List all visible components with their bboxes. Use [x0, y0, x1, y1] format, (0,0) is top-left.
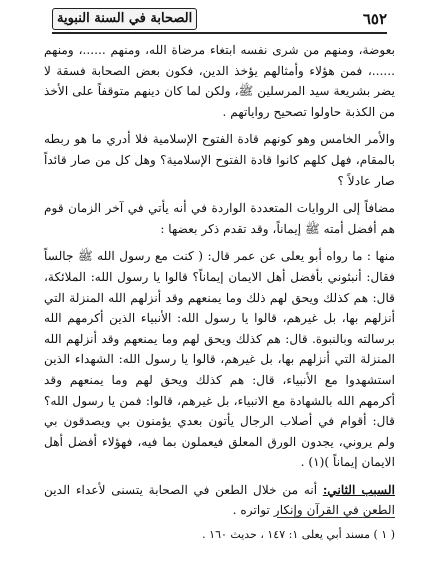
reason-heading: السبب الثاني:	[322, 482, 395, 497]
paragraph-2: والأمر الخامس وهو كونهم قادة الفتوح الإسلامية فلا أدري ما هو ربطه بالمقام، فهل كلهم كانوا قادة الفتوح الإسلامية؟ وهل كل من صار قائداً صار عادلاً ؟	[44, 132, 395, 188]
body-text	[44, 40, 395, 521]
paragraph-5	[44, 480, 395, 521]
page-header	[52, 8, 387, 34]
page-number: ٦٥٢	[362, 10, 387, 28]
footnote: ( ١ ) مسند أبي يعلى ١: ١٤٧ ، حديث ١٦٠ .	[202, 528, 395, 541]
paragraph-3: مضافاً إلى الروايات المتعددة الواردة في أنه يأتي في آخر الزمان قوم هم أفضل أمته ﷺ إيماناً، وقد تقدم ذكر بعضها :	[44, 201, 395, 236]
paragraph-1: بعوضة، ومنهم من شرى نفسه ابتغاء مرضاة الله، ومنهم ......، ومنهم ......، فمن هؤلاء وأمثالهم يؤخذ الدين، فكون بعض الصحابة فسقة لا يضر بشريعة سيد المرسلين ﷺ، ولكن لما كان دينهم متوقفاً على الأخذ من الكذبة حاولوا تصحيح رواياتهم .	[44, 43, 395, 119]
paragraph-4: منها : ما رواه أبو يعلى عن عمر قال: ( كنت مع رسول الله ﷺ جالساً فقال: أنبئوني بأفضل أهل الايمان إيماناً؟ قالوا يا رسول الله: الملائكة، قال: هم كذلك ويحق لهم ذلك وما يمنعهم وقد أنزلهم الله المنزلة التي أنزلهم بها، بل غيرهم، قالوا يا رسول الله: الأنبياء الذين أكرمهم الله برسالته وبالنبوة. قال: هم كذلك ويحق لهم وما يمنعهم وقد أنزلهم الله المنزلة التي أنزلهم بها، بل غيرهم، قالوا يا رسول الله: الشهداء الذين استشهدوا مع الأنبياء، قال: هم كذلك ويحق لهم وما يمنعهم وقد أكرمهم الله بالشهادة مع الانبياء، بل غيرهم، قالوا: فمن يا رسول الله؟ قال: أقوام في أصلاب الرجال يأتون بعدي يؤمنون بي ويصدقون بي ولم يروني، يجدون الورق المعلق فيعملون بما فيه، فهؤلاء أفضل أهل الايمان إيماناً )(١) .	[44, 249, 395, 470]
paragraph-5-text: أنه من خلال الطعن في الصحابة يتسنى لأعداء الدين الطعن في القرآن وإنكار تواتره .	[44, 482, 395, 518]
running-title: الصحابة في السنة النبوية	[52, 8, 197, 30]
header-rule	[52, 32, 387, 34]
footnote-separator	[277, 517, 395, 518]
